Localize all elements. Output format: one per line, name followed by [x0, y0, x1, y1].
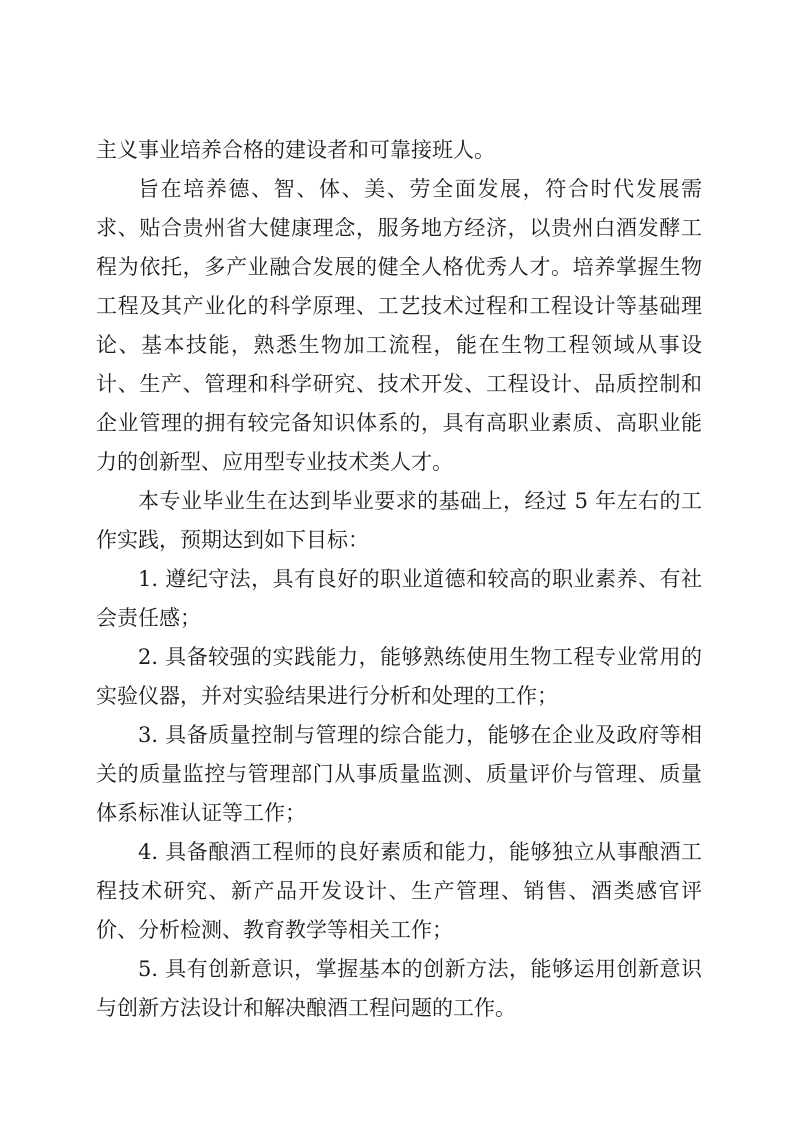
paragraph-training-aim: 旨在培养德、智、体、美、劳全面发展，符合时代发展需求、贴合贵州省大健康理念，服务地方经济，以贵州白酒发酵工程为依托，多产业融合发展的健全人格优秀人才。培养掌握生物工程及其产业化的科学原理、工艺技术过程和工程设计等基础理论、基本技能，熟悉生物加工流程，能在生物工程领域从事设计、生产、管理和科学研究、技术开发、工程设计、品质控制和企业管理的拥有较完备知识体系的，具有高职业素质、高职业能力的创新型、应用型专业技术类人才。 — [96, 177, 702, 474]
paragraph-graduate-expectation: 本专业毕业生在达到毕业要求的基础上，经过 5 年左右的工作实践，预期达到如下目标： — [96, 489, 702, 552]
document-body — [96, 131, 702, 1028]
paragraph-objective-5: 5. 具有创新意识，掌握基本的创新方法，能够运用创新意识与创新方法设计和解决酿酒工程问题的工作。 — [96, 957, 702, 1020]
paragraph-objective-4: 4. 具备酿酒工程师的良好素质和能力，能够独立从事酿酒工程技术研究、新产品开发设计、生产管理、销售、酒类感官评价、分析检测、教育教学等相关工作； — [96, 840, 702, 942]
paragraph-continuation: 主义事业培养合格的建设者和可靠接班人。 — [96, 138, 495, 162]
paragraph-objective-2: 2. 具备较强的实践能力，能够熟练使用生物工程专业常用的实验仪器，并对实验结果进行分析和处理的工作； — [96, 645, 702, 708]
paragraph-objective-1: 1. 遵纪守法，具有良好的职业道德和较高的职业素养、有社会责任感； — [96, 567, 702, 630]
paragraph-objective-3: 3. 具备质量控制与管理的综合能力，能够在企业及政府等相关的质量监控与管理部门从事质量监测、质量评价与管理、质量体系标准认证等工作； — [96, 723, 702, 825]
